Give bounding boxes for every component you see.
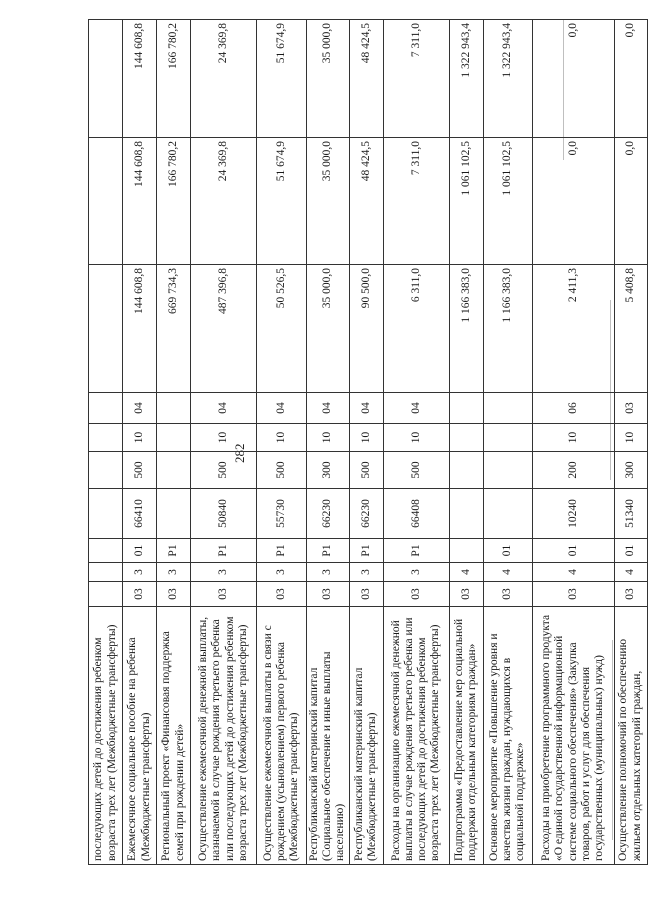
code-pp: 3 xyxy=(123,563,157,582)
table-row xyxy=(157,20,191,865)
amount-year-2 xyxy=(89,138,123,265)
code-expense-type: 500 xyxy=(349,452,383,489)
code-section: 10 xyxy=(614,424,647,452)
table-row xyxy=(257,20,307,865)
code-expense-type: 500 xyxy=(123,452,157,489)
amount-year-2: 166 780,2 xyxy=(157,138,191,265)
table-row xyxy=(307,20,350,865)
page-number: 282 xyxy=(232,443,247,463)
code-om: P1 xyxy=(349,539,383,563)
amount-year-1 xyxy=(89,265,123,393)
amount-year-1: 50 526,5 xyxy=(257,265,307,393)
amount-year-1: 35 000,0 xyxy=(307,265,350,393)
code-subsection: 04 xyxy=(257,393,307,424)
amount-year-3: 51 674,9 xyxy=(257,20,307,138)
code-expense-type xyxy=(157,452,191,489)
amount-year-2: 24 369,8 xyxy=(191,138,257,265)
code-subsection xyxy=(449,393,483,424)
code-om: 01 xyxy=(532,539,614,563)
code-direction: 66408 xyxy=(383,489,449,539)
code-expense-type xyxy=(483,452,532,489)
amount-year-3: 1 322 943,4 xyxy=(449,20,483,138)
row-name: последующих детей до достижения ребенком возраста трех лет (Межбюджетные трансферты) xyxy=(89,607,123,865)
code-pp: 3 xyxy=(349,563,383,582)
amount-year-2: 0,0 xyxy=(614,138,647,265)
amount-year-3: 0,0 xyxy=(532,20,614,138)
code-om: 01 xyxy=(614,539,647,563)
code-section: 10 xyxy=(532,424,614,452)
row-name: Республиканский материнский капитал (Социальное обеспечение и иные выплаты населению) xyxy=(307,607,350,865)
code-subsection: 04 xyxy=(191,393,257,424)
code-expense-type: 500 xyxy=(257,452,307,489)
amount-year-1: 90 500,0 xyxy=(349,265,383,393)
code-gp: 03 xyxy=(614,582,647,607)
table-row xyxy=(614,20,647,865)
code-direction xyxy=(157,489,191,539)
code-expense-type: 500 xyxy=(383,452,449,489)
row-name: Подпрограмма «Предоставление мер социальной поддержки отдельным категориям граждан» xyxy=(449,607,483,865)
code-gp: 03 xyxy=(307,582,350,607)
row-name: Расходы на организацию ежемесячной денежной выплаты в случае рождения третьего ребенка или последующих детей до достижения ребенком возраста трех лет (Межбюджетные трансферты) xyxy=(383,607,449,865)
amount-year-1: 487 396,8 xyxy=(191,265,257,393)
code-om: P1 xyxy=(383,539,449,563)
amount-year-2: 7 311,0 xyxy=(383,138,449,265)
amount-year-1: 1 166 383,0 xyxy=(449,265,483,393)
amount-year-2: 1 061 102,5 xyxy=(449,138,483,265)
table-row xyxy=(532,20,614,865)
code-pp: 3 xyxy=(157,563,191,582)
amount-year-3: 1 322 943,4 xyxy=(483,20,532,138)
amount-year-1: 1 166 383,0 xyxy=(483,265,532,393)
amount-year-1: 2 411,3 xyxy=(532,265,614,393)
amount-year-1: 5 408,8 xyxy=(614,265,647,393)
rotated-sheet xyxy=(88,20,643,865)
code-direction: 51340 xyxy=(614,489,647,539)
code-expense-type xyxy=(449,452,483,489)
table-row xyxy=(483,20,532,865)
amount-year-1: 144 608,8 xyxy=(123,265,157,393)
amount-year-2: 144 608,8 xyxy=(123,138,157,265)
code-gp: 03 xyxy=(532,582,614,607)
row-name: Осуществление ежемесячной выплаты в связи с рождением (усыновлением) первого ребенка (Межбюджетные трансферты) xyxy=(257,607,307,865)
code-gp: 03 xyxy=(157,582,191,607)
table-row xyxy=(89,20,123,865)
amount-year-3: 0,0 xyxy=(614,20,647,138)
code-section xyxy=(89,424,123,452)
amount-year-2: 35 000,0 xyxy=(307,138,350,265)
code-gp: 03 xyxy=(349,582,383,607)
amount-year-2: 1 061 102,5 xyxy=(483,138,532,265)
code-section: 10 xyxy=(383,424,449,452)
code-gp: 03 xyxy=(257,582,307,607)
code-om: P1 xyxy=(257,539,307,563)
amount-year-3: 166 780,2 xyxy=(157,20,191,138)
amount-year-2: 48 424,5 xyxy=(349,138,383,265)
amount-year-3: 35 000,0 xyxy=(307,20,350,138)
code-direction: 50840 xyxy=(191,489,257,539)
code-pp: 4 xyxy=(614,563,647,582)
code-gp: 03 xyxy=(191,582,257,607)
code-direction: 66230 xyxy=(307,489,350,539)
code-om: P1 xyxy=(307,539,350,563)
code-subsection xyxy=(89,393,123,424)
code-pp: 3 xyxy=(191,563,257,582)
code-expense-type: 300 xyxy=(614,452,647,489)
code-pp: 3 xyxy=(257,563,307,582)
code-subsection: 04 xyxy=(123,393,157,424)
table-row xyxy=(123,20,157,865)
table-row xyxy=(383,20,449,865)
amount-year-1: 669 734,3 xyxy=(157,265,191,393)
amount-year-2: 0,0 xyxy=(532,138,614,265)
amount-year-2: 51 674,9 xyxy=(257,138,307,265)
code-expense-type xyxy=(89,452,123,489)
amount-year-3: 144 608,8 xyxy=(123,20,157,138)
row-name: Расходы на приобретение программного продукта «О единой государственной информационной системе социального обеспечения» (Закупка товаров, работ и услуг для обеспечения государственных (муниципальных) нужд) xyxy=(532,607,614,865)
row-name: Основное мероприятие «Повышение уровня и качества жизни граждан, нуждающихся в социальной поддержке» xyxy=(483,607,532,865)
code-pp: 4 xyxy=(532,563,614,582)
code-om xyxy=(89,539,123,563)
code-section xyxy=(449,424,483,452)
code-subsection: 06 xyxy=(532,393,614,424)
table-row xyxy=(191,20,257,865)
code-direction: 66230 xyxy=(349,489,383,539)
amount-year-3: 7 311,0 xyxy=(383,20,449,138)
code-subsection xyxy=(483,393,532,424)
code-section xyxy=(483,424,532,452)
code-section: 10 xyxy=(123,424,157,452)
code-direction: 66410 xyxy=(123,489,157,539)
code-direction: 10240 xyxy=(532,489,614,539)
code-section: 10 xyxy=(191,424,257,452)
code-gp: 03 xyxy=(123,582,157,607)
code-section: 10 xyxy=(349,424,383,452)
code-subsection: 04 xyxy=(383,393,449,424)
code-om: 01 xyxy=(483,539,532,563)
amount-year-1: 6 311,0 xyxy=(383,265,449,393)
row-name: Республиканский материнский капитал (Межбюджетные трансферты) xyxy=(349,607,383,865)
code-pp: 4 xyxy=(449,563,483,582)
table-body xyxy=(89,20,648,865)
code-direction: 55730 xyxy=(257,489,307,539)
code-expense-type: 300 xyxy=(307,452,350,489)
code-om: 01 xyxy=(123,539,157,563)
row-name: Осуществление полномочий по обеспечению жильем отдельных категорий граждан, xyxy=(614,607,647,865)
code-pp xyxy=(89,563,123,582)
code-direction xyxy=(449,489,483,539)
code-om: P1 xyxy=(157,539,191,563)
amount-year-3 xyxy=(89,20,123,138)
amount-year-3: 48 424,5 xyxy=(349,20,383,138)
code-gp: 03 xyxy=(483,582,532,607)
code-pp: 3 xyxy=(307,563,350,582)
amount-year-3: 24 369,8 xyxy=(191,20,257,138)
code-pp: 4 xyxy=(483,563,532,582)
table-row xyxy=(449,20,483,865)
code-direction xyxy=(89,489,123,539)
table-row xyxy=(349,20,383,865)
code-expense-type: 200 xyxy=(532,452,614,489)
code-subsection: 03 xyxy=(614,393,647,424)
code-subsection: 04 xyxy=(349,393,383,424)
code-subsection xyxy=(157,393,191,424)
code-section: 10 xyxy=(257,424,307,452)
budget-table xyxy=(88,19,648,865)
code-direction xyxy=(483,489,532,539)
code-om xyxy=(449,539,483,563)
code-gp: 03 xyxy=(383,582,449,607)
row-name: Ежемесячное социальное пособие на ребенка (Межбюджетные трансферты) xyxy=(123,607,157,865)
code-gp: 03 xyxy=(449,582,483,607)
row-name: Осуществление ежемесячной денежной выплаты, назначаемой в случае рождения третьего ребенка или последующих детей до достижения ребенком возраста трех лет (Межбюджетные трансферты) xyxy=(191,607,257,865)
code-subsection: 04 xyxy=(307,393,350,424)
code-section: 10 xyxy=(307,424,350,452)
row-name: Региональный проект «Финансовая поддержка семей при рождении детей» xyxy=(157,607,191,865)
code-expense-type: 500 xyxy=(191,452,257,489)
code-gp xyxy=(89,582,123,607)
code-section xyxy=(157,424,191,452)
code-pp: 3 xyxy=(383,563,449,582)
code-om: P1 xyxy=(191,539,257,563)
